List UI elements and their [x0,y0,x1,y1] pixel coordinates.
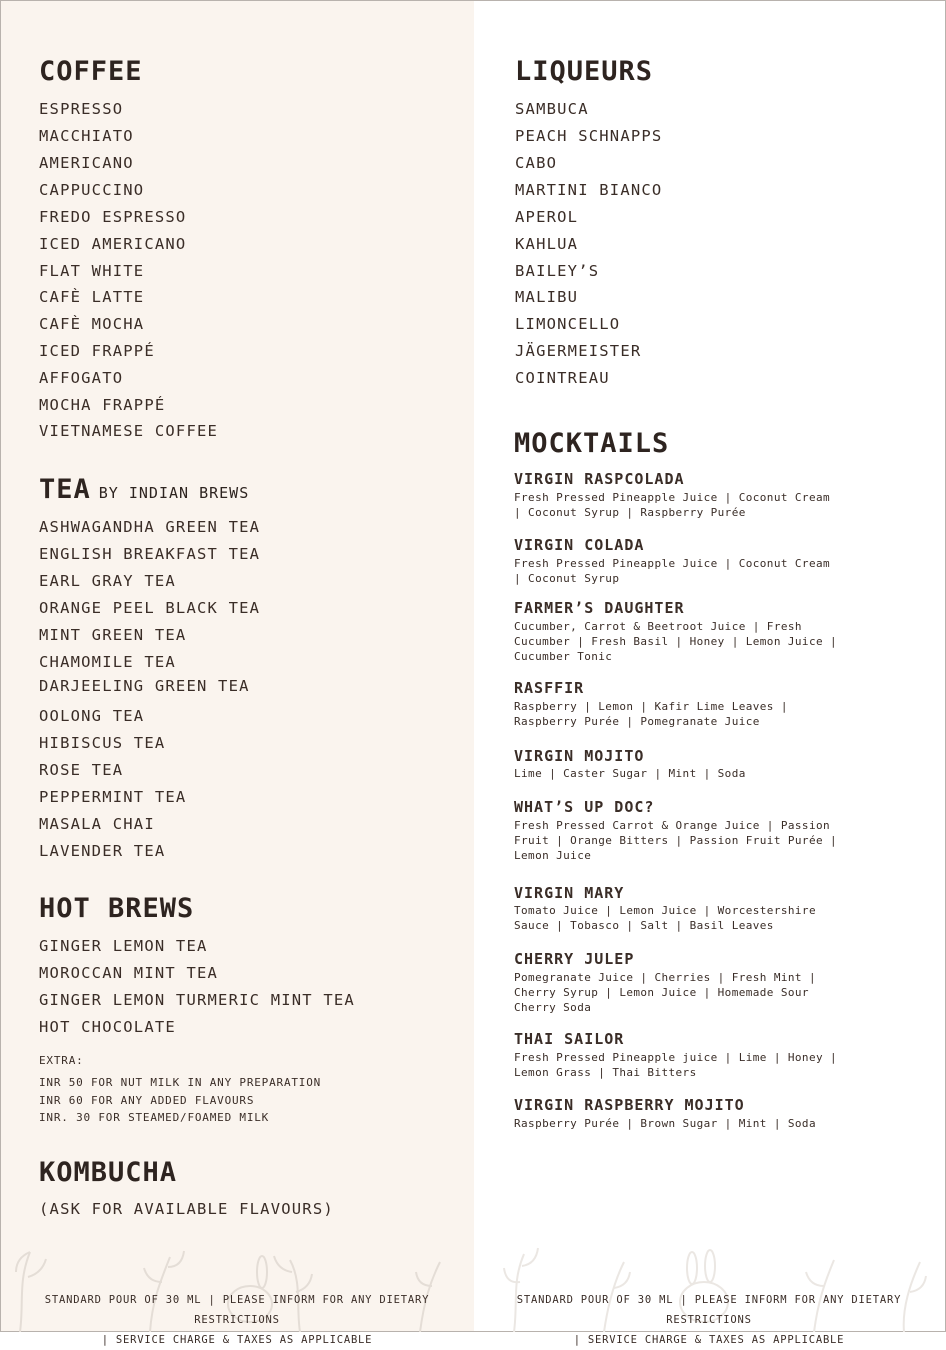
footer-line: STANDARD POUR OF 30 ML | PLEASE INFORM FOR ANY DIETARY RESTRICTIONS [44,1294,430,1326]
menu-item: OOLONG TEA [39,707,145,725]
mocktail-name: VIRGIN MARY [514,884,625,902]
mocktail-description: Raspberry Purée | Brown Sugar | Mint | Soda [514,1117,816,1130]
menu-item: SAMBUCA [515,100,589,118]
menu-item: MARTINI BIANCO [515,181,663,199]
menu-item: KAHLUA [515,235,579,253]
extra-note: INR 50 FOR NUT MILK IN ANY PREPARATION [39,1076,322,1089]
menu-item: ICED AMERICANO [39,235,187,253]
menu-item: HIBISCUS TEA [39,734,166,752]
menu-item: MALIBU [515,288,579,306]
menu-item: JÄGERMEISTER [515,342,642,360]
menu-item: PEPPERMINT TEA [39,788,187,806]
liqueurs-heading: LIQUEURS [515,56,654,87]
mocktail-description: Fresh Pressed Pineapple juice | Lime | Honey | Lemon Grass | Thai Bitters [514,1051,838,1079]
menu-item: AFFOGATO [39,369,124,387]
menu-item: CAPPUCCINO [39,181,145,199]
menu-item: CHAMOMILE TEA [39,653,176,671]
menu-item: PEACH SCHNAPPS [515,127,663,145]
mocktail-description: Fresh Pressed Pineapple Juice | Coconut Cream | Coconut Syrup [514,557,831,585]
menu-item: BAILEY’S [515,262,600,280]
extra-note: INR. 30 FOR STEAMED/FOAMED MILK [39,1111,270,1124]
footer-line: STANDARD POUR OF 30 ML | PLEASE INFORM FOR ANY DIETARY RESTRICTIONS [516,1294,902,1326]
mocktails-heading: MOCKTAILS [514,428,670,459]
menu-item: MASALA CHAI [39,815,155,833]
footer-right [473,1290,945,1350]
extra-note: INR 60 FOR ANY ADDED FLAVOURS [39,1094,255,1107]
tea-heading [39,474,249,505]
mocktail-name: RASFFIR [514,679,585,697]
mocktail-name: VIRGIN MOJITO [514,747,645,765]
hot-brews-heading: HOT BREWS [39,893,195,924]
menu-item: CAFÈ MOCHA [39,315,145,333]
menu-item: FREDO ESPRESSO [39,208,187,226]
menu-item: ESPRESSO [39,100,124,118]
mocktail-description: Cucumber, Carrot & Beetroot Juice | Fresh Cucumber | Fresh Basil | Honey | Lemon Juice | Cucumber Tonic [514,620,838,663]
menu-item: ROSE TEA [39,761,124,779]
mocktail-description: Pomegranate Juice | Cherries | Fresh Mint | Cherry Syrup | Lemon Juice | Homemade Sour Cherry Soda [514,971,816,1014]
mocktail-description: Fresh Pressed Carrot & Orange Juice | Passion Fruit | Orange Bitters | Passion Fruit Purée | Lemon Juice [514,819,838,862]
mocktail-name: CHERRY JULEP [514,950,635,968]
mocktail-name: FARMER’S DAUGHTER [514,599,685,617]
menu-item: LIMONCELLO [515,315,621,333]
menu-item: VIETNAMESE COFFEE [39,422,219,440]
menu-item: MOROCCAN MINT TEA [39,964,219,982]
menu-item: ICED FRAPPÉ [39,342,155,360]
extra-label: EXTRA: [39,1054,84,1067]
mocktail-name: WHAT’S UP DOC? [514,798,655,816]
menu-item: MACCHIATO [39,127,134,145]
mocktail-name: THAI SAILOR [514,1030,625,1048]
footer-line: | SERVICE CHARGE & TAXES AS APPLICABLE [101,1334,373,1346]
tea-subheading: BY INDIAN BREWS [98,484,250,502]
menu-item: GINGER LEMON TEA [39,937,208,955]
menu-item: LAVENDER TEA [39,842,166,860]
menu-item: COINTREAU [515,369,610,387]
kombucha-note: (ASK FOR AVAILABLE FLAVOURS) [39,1200,334,1218]
menu-item: CAFÈ LATTE [39,288,145,306]
menu-item: ENGLISH BREAKFAST TEA [39,545,261,563]
menu-item: HOT CHOCOLATE [39,1018,176,1036]
menu-item: MINT GREEN TEA [39,626,187,644]
mocktail-name: VIRGIN COLADA [514,536,645,554]
menu-item: CABO [515,154,558,172]
menu-item: ASHWAGANDHA GREEN TEA [39,518,261,536]
menu-item: EARL GRAY TEA [39,572,176,590]
mocktail-description: Raspberry | Lemon | Kafir Lime Leaves | Raspberry Purée | Pomegranate Juice [514,700,788,728]
tea-title: TEA [39,474,91,505]
footer-left [1,1290,473,1350]
menu-item: DARJEELING GREEN TEA [39,677,250,695]
mocktail-description: Tomato Juice | Lemon Juice | Worcestershire Sauce | Tobasco | Salt | Basil Leaves [514,904,816,932]
menu-item: FLAT WHITE [39,262,145,280]
mocktail-description: Fresh Pressed Pineapple Juice | Coconut Cream | Coconut Syrup | Raspberry Purée [514,491,831,519]
menu-item: AMERICANO [39,154,134,172]
menu-item: ORANGE PEEL BLACK TEA [39,599,261,617]
kombucha-heading: KOMBUCHA [39,1157,178,1188]
menu-item: GINGER LEMON TURMERIC MINT TEA [39,991,355,1009]
coffee-heading: COFFEE [39,56,143,87]
mocktail-description: Lime | Caster Sugar | Mint | Soda [514,767,746,780]
footer-line: | SERVICE CHARGE & TAXES AS APPLICABLE [573,1334,845,1346]
menu-item: APEROL [515,208,579,226]
mocktail-name: VIRGIN RASPBERRY MOJITO [514,1096,745,1114]
right-panel [474,1,945,1331]
mocktail-name: VIRGIN RASPCOLADA [514,470,685,488]
menu-item: MOCHA FRAPPÉ [39,396,166,414]
